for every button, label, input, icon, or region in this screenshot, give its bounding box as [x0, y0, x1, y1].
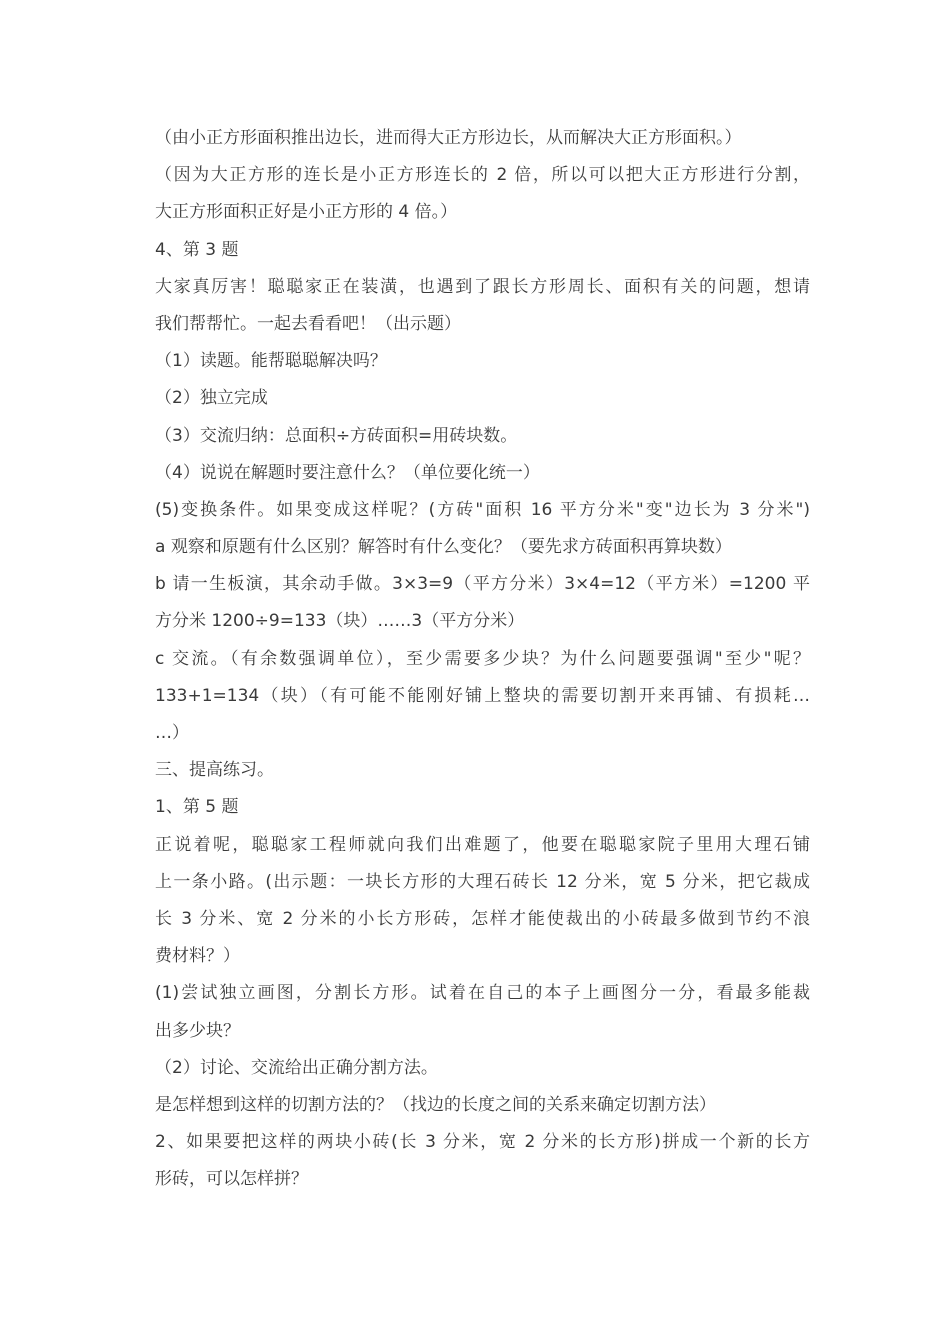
- text-line: …）: [155, 723, 189, 743]
- section-heading: 三、提高练习。: [155, 760, 274, 781]
- text-line: （4）说说在解题时要注意什么？（单位要化统一）: [155, 462, 540, 483]
- section-heading: 4、第 3 题: [155, 239, 239, 260]
- text-line: 是怎样想到这样的切割方法的？（找边的长度之间的关系来确定切割方法）: [155, 1094, 716, 1115]
- text-line: (1)尝试独立画图，分割长方形。试着在自己的本子上画图分一分，看最多能裁: [155, 983, 810, 1004]
- text-line: 大正方形面积正好是小正方形的 4 倍。）: [155, 202, 458, 223]
- text-line: 133+1=134（块）（有可能不能刚好铺上整块的需要切割开来再铺、有损耗…: [155, 685, 810, 706]
- text-line: 上一条小路。(出示题：一块长方形的大理石砖长 12 分米，宽 5 分米，把它裁成: [155, 871, 810, 892]
- text-line: 出多少块？: [155, 1020, 240, 1041]
- document-body: [155, 120, 810, 1198]
- text-line: （2）独立完成: [155, 388, 268, 409]
- text-line: 长 3 分米、宽 2 分米的小长方形砖，怎样才能使裁出的小砖最多做到节约不浪: [155, 908, 810, 929]
- text-line: 2、如果要把这样的两块小砖(长 3 分米，宽 2 分米的长方形)拼成一个新的长方: [155, 1132, 810, 1153]
- text-line: （由小正方形面积推出边长，进而得大正方形边长，从而解决大正方形面积。）: [155, 128, 742, 148]
- text-line: （3）交流归纳：总面积÷方砖面积=用砖块数。: [155, 425, 518, 446]
- section-heading: 1、第 5 题: [155, 797, 239, 818]
- text-line: 我们帮帮忙。一起去看看吧！（出示题）: [155, 313, 461, 334]
- text-line: （1）读题。能帮聪聪解决吗？: [155, 351, 387, 372]
- text-line: a 观察和原题有什么区别？解答时有什么变化？（要先求方砖面积再算块数）: [155, 537, 732, 558]
- text-line: （2）讨论、交流给出正确分割方法。: [155, 1057, 438, 1078]
- text-line: 方分米 1200÷9=133（块）……3（平方分米）: [155, 611, 525, 632]
- text-line: 正说着呢，聪聪家工程师就向我们出难题了，他要在聪聪家院子里用大理石铺: [155, 834, 810, 855]
- text-line: 形砖，可以怎样拼？: [155, 1169, 308, 1190]
- text-line: （因为大正方形的连长是小正方形连长的 2 倍，所以可以把大正方形进行分割，: [155, 165, 810, 186]
- text-line: b 请一生板演，其余动手做。3×3=9（平方分米）3×4=12（平方米）=1200 平: [155, 574, 810, 595]
- text-line: (5)变换条件。如果变成这样呢？(方砖"面积 16 平方分米"变"边长为 3 分米"): [155, 499, 810, 520]
- text-line: c 交流。（有余数强调单位），至少需要多少块？为什么问题要强调"至少"呢？: [155, 648, 810, 669]
- text-line: 大家真厉害！聪聪家正在装潢，也遇到了跟长方形周长、面积有关的问题，想请: [155, 276, 810, 297]
- text-line: 费材料？）: [155, 946, 240, 967]
